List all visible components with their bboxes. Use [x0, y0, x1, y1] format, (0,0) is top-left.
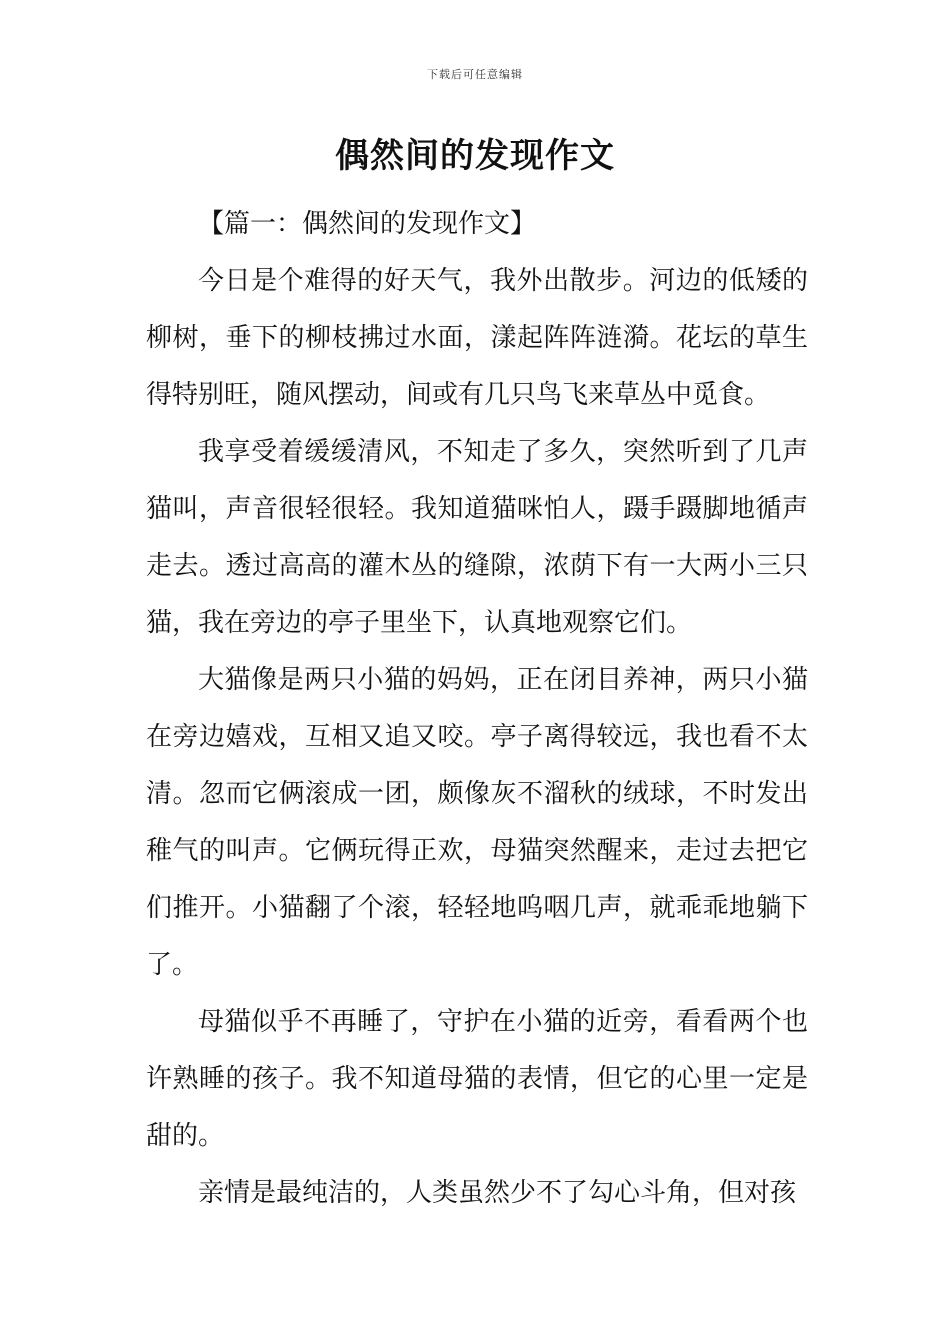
paragraph-5: 亲情是最纯洁的，人类虽然少不了勾心斗角，但对孩: [198, 1178, 797, 1208]
paragraph-3: 大猫像是两只小猫的妈妈，正在闭目养神，两只小猫在旁边嬉戏，互相又追又咬。亭子离得较远，我也看不太清。忽而它俩滚成一团，颇像灰不溜秋的绒球，不时发出稚气的叫声。它俩玩得正欢，母猫突然醒来，走过去把它们推开。小猫翻了个滚，轻轻地呜咽几声，就乖乖地躺下了。: [146, 665, 808, 980]
header-note: 下载后可任意编辑: [427, 68, 523, 81]
paragraph-1: 今日是个难得的好天气，我外出散步。河边的低矮的柳树，垂下的柳枝拂过水面，漾起阵阵涟漪。花坛的草生得特别旺，随风摆动，间或有几只鸟飞来草丛中觅食。: [146, 266, 808, 410]
page-title: 偶然间的发现作文: [335, 136, 615, 176]
paragraph-4: 母猫似乎不再睡了，守护在小猫的近旁，看看两个也许熟睡的孩子。我不知道母猫的表情，但它的心里一定是甜的。: [146, 1007, 808, 1151]
document-body: [146, 196, 808, 1222]
section-heading: 【篇一：偶然间的发现作文】: [198, 209, 537, 239]
paragraph-2: 我享受着缓缓清风，不知走了多久，突然听到了几声猫叫，声音很轻很轻。我知道猫咪怕人，蹑手蹑脚地循声走去。透过高高的灌木丛的缝隙，浓荫下有一大两小三只猫，我在旁边的亭子里坐下，认真地观察它们。: [146, 437, 808, 638]
